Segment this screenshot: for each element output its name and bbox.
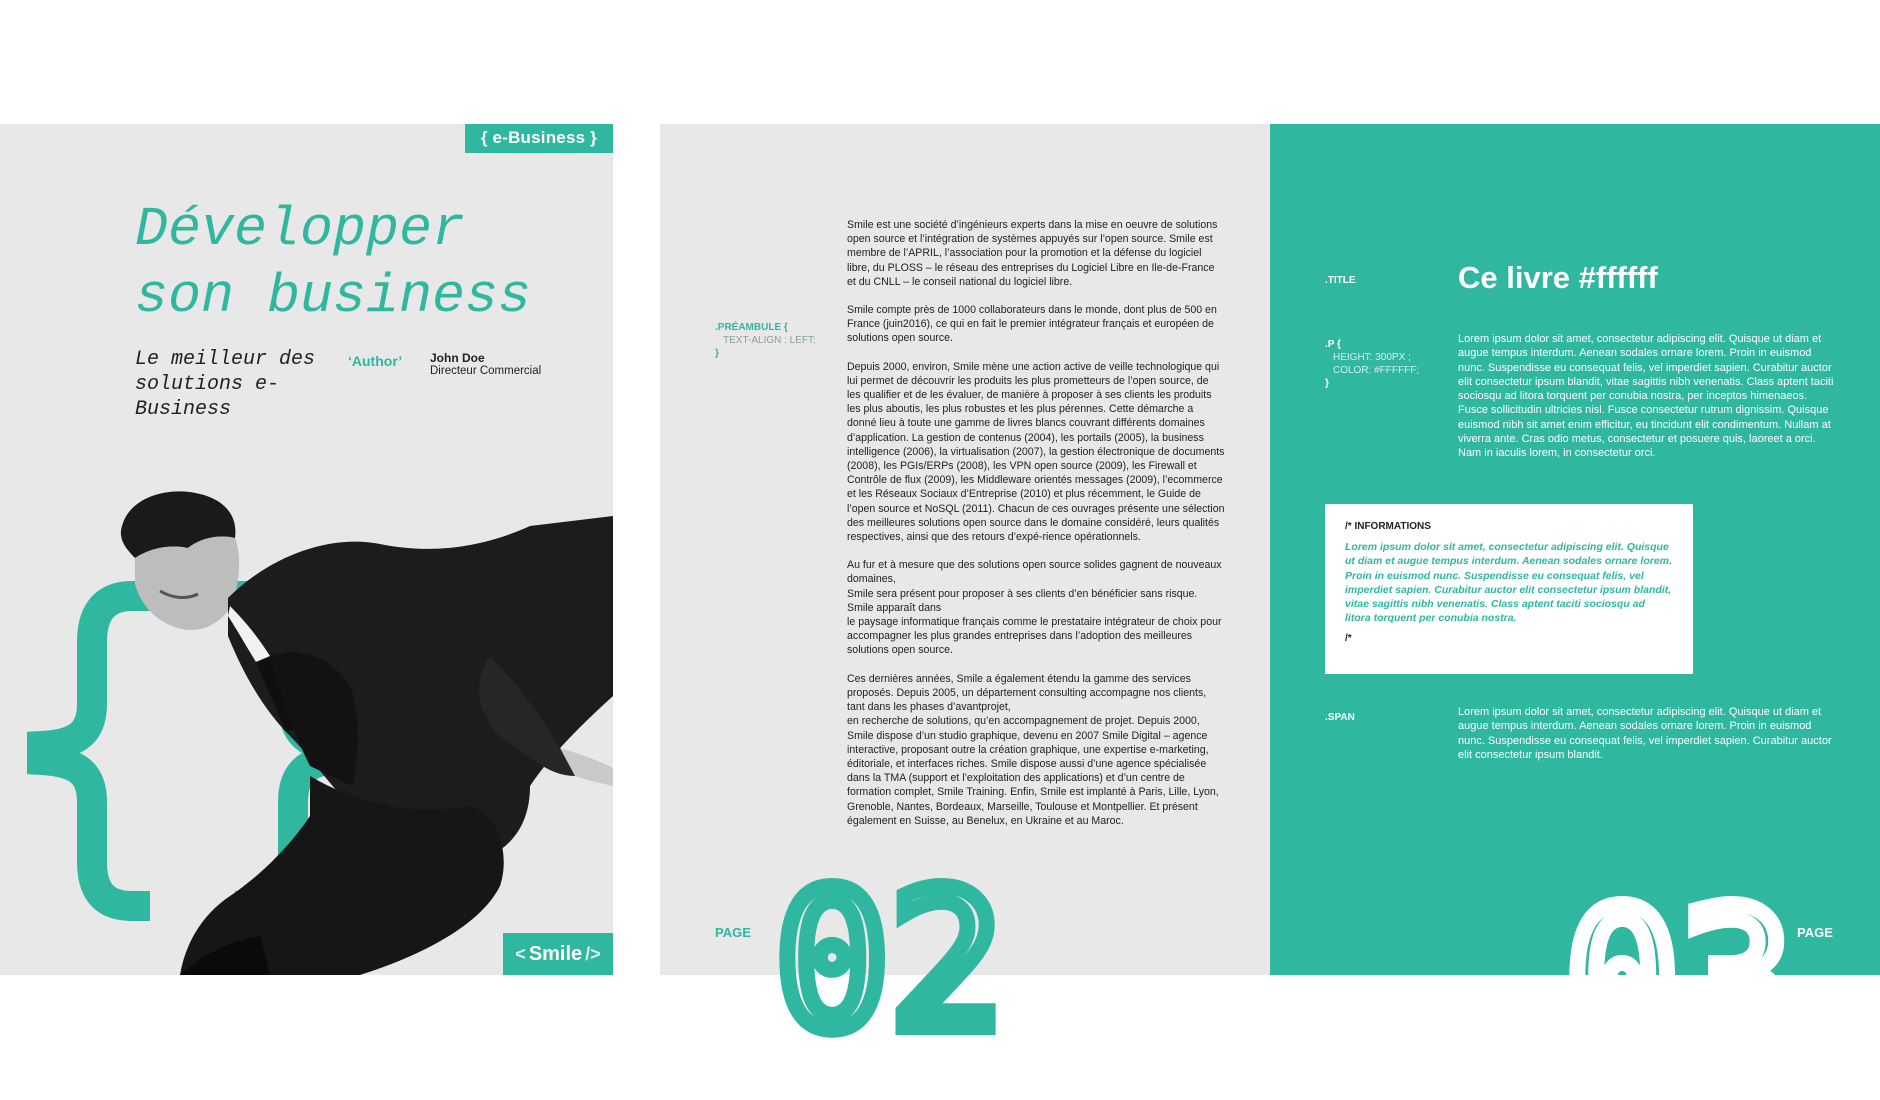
author-role: Directeur Commercial (430, 365, 542, 377)
paragraph: Ces dernières années, Smile a également étendu la gamme des services proposés. Depuis 2005, un département consulting accompagne nos clients, tant dans les phases d’avantprojet, en recherche de solutions, qu’en accompagnement de projet. Depuis 2000, Smile dispose d’un studio graphique, devenu en 2007 Smile Digital – agence interactive, proposant outre la création graphique, une expertise e-marketing, éditoriale, et interfaces riches. Smile dispose aussi d’une agence spécialisée dans la TMA (support et l’exploitation des applications) et d’un centre de formation complet, Smile Training. Enfin, Smile est implanté à Paris, Lille, Lyon, Grenoble, Nantes, Bordeaux, Marseille, Toulouse et Montpellier. Et présent également en Suisse, au Benelux, en Ukraine et au Maroc. (847, 672, 1219, 827)
businessman-photo (60, 486, 613, 975)
paragraph: Au fur et à mesure que des solutions open source solides gagnent de nouveaux domaines, Smile sera présent pour proposer à ses clients d’en bénéficier sans risque. Smile apparaît dans le paysage informatique français comme le prestataire intégrateur de choix pour accompagner les plus grandes entreprises dans l’adoption des meilleures solutions open source. (847, 559, 1222, 657)
code-close: } (1325, 378, 1329, 389)
paragraph: Smile compte près de 1000 collaborateurs dans le monde, dont plus de 500 en France (juin2016), ce qui en fait le premier intégrateur français et européen de solutions open source. (847, 304, 1217, 345)
code-rule: HEIGHT: 300PX ; (1333, 352, 1411, 363)
logo-close-bracket: /> (585, 943, 601, 964)
paragraph: Lorem ipsum dolor sit amet, consectetur adipiscing elit. Quisque ut diam et augue tempus interdum. Aenean sodales ornare lorem. Proin in euismod nunc. Suspendisse eu consequat felis, vel imperdiet sapien. Curabitur auctor elit consectetur ipsum blandit, vitae sagittis nibh venenatis. Class aptent taciti sociosqu ad litora torquent per conubia nostra, per inceptos himenaeos. Fusce sollicitudin ultricies nisl. Fusce consectetur rutrum dignissim. Quisque euismod nibh sit amet enim efficitur, eu tincidunt elit condimentum. Nullam at viverra ante. Cras odio metus, consectetur et posuere quis, laoreet a orci. Nam in iaculis lorem, in consectetur orci. (1458, 333, 1834, 460)
body-text (847, 218, 1225, 842)
paragraph: Depuis 2000, environ, Smile mène une action active de veille technologique qui lui permet de découvrir les produits les plus prometteurs de l’open source, de les qualifier et de les évaluer, de manière à proposer à ses clients les produits les plus aboutis, les plus robustes et les plus pérennes. Cette démarche a donné lieu à toute une gamme de livres blancs couvrant différents domaines d’application. La gestion de contenus (2004), les portails (2005), la business intelligence (2006), la virtualisation (2007), la gestion électronique de documents (2008), les PGIs/ERPs (2008), les VPN open source (2009), les Firewall et Contrôle de flux (2009), les Middleware orientés messages (2009), l’ecommerce et les Réseaux Sociaux d’Entreprise (2010) et plus récemment, le Guide de l’open source et NoSQL (2011). Chacun de ces ouvrages présente une sélection des meilleures solutions open source dans le domaine considéré, leurs qualités respectives, ainsi que des retours d’expé-rience opérationnels. (847, 360, 1225, 544)
span-label: .SPAN (1325, 712, 1355, 723)
category-tag: { e-Business } (465, 124, 613, 153)
logo-text: Smile (528, 942, 583, 965)
author-name: John Doe (430, 351, 485, 365)
p-code (1325, 338, 1419, 390)
author-label: ‘Author’ (348, 353, 403, 369)
preambule-code (715, 321, 816, 360)
code-selector: .P { (1325, 339, 1341, 350)
span-paragraph: Lorem ipsum dolor sit amet, consectetur adipiscing elit. Quisque ut diam et augue tempus interdum. Aenean sodales ornare lorem. Proin in euismod nunc. Suspendisse eu consequat felis, vel imperdiet sapien. Curabitur auctor elit consectetur ipsum blandit. (1458, 706, 1832, 761)
page-number-text: 02 (775, 851, 1004, 1072)
code-rule: TEXT-ALIGN : LEFT; (723, 335, 816, 346)
logo-open-bracket: < (515, 943, 526, 964)
cover-title: Développer son business (135, 198, 532, 328)
page-02 (660, 124, 1270, 1072)
page-03 (1270, 124, 1880, 1090)
title-label: .TITLE (1325, 275, 1356, 286)
info-text: Lorem ipsum dolor sit amet, consectetur adipiscing elit. Quisque ut diam et augue tempus interdum. Aenean sodales ornare lorem. Proin in euismod nunc. Suspendisse eu consequat felis, vel imperdiet sapien. Curabitur auctor elit consectetur ipsum blandit, vitae sagittis nibh venenatis. Class aptent taciti sociosqu ad litora torquent per conubia nostra. (1345, 541, 1672, 625)
code-selector: .PRÉAMBULE { (715, 322, 788, 333)
info-close: /* (1345, 632, 1352, 644)
page-number (1565, 869, 1794, 1090)
information-box (1325, 504, 1693, 674)
info-title: /* INFORMATIONS (1345, 521, 1431, 532)
page-label: PAGE (1797, 925, 1833, 940)
cover-subtitle: Le meilleur des solutions e-Business (135, 348, 316, 421)
cover-page (0, 124, 613, 975)
paragraph: Smile est une société d’ingénieurs experts dans la mise en oeuvre de solutions open source et l’intégration de systèmes appuyés sur l’open source. Smile est membre de l’APRIL, l’association pour la promotion et la défense du logiciel libre, du PLOSS – le réseau des entreprises du Logiciel Libre en Ile-de-France et du CNLL – le conseil national du logiciel libre. (847, 219, 1218, 288)
page-label: PAGE (715, 925, 751, 940)
smile-logo (503, 933, 613, 975)
code-close: } (715, 348, 719, 359)
page-title: Ce livre #ffffff (1458, 260, 1658, 295)
code-rule: COLOR: #FFFFFF; (1333, 365, 1420, 376)
page-number-text: 03 (1565, 869, 1794, 1090)
page-number (775, 851, 1004, 1072)
